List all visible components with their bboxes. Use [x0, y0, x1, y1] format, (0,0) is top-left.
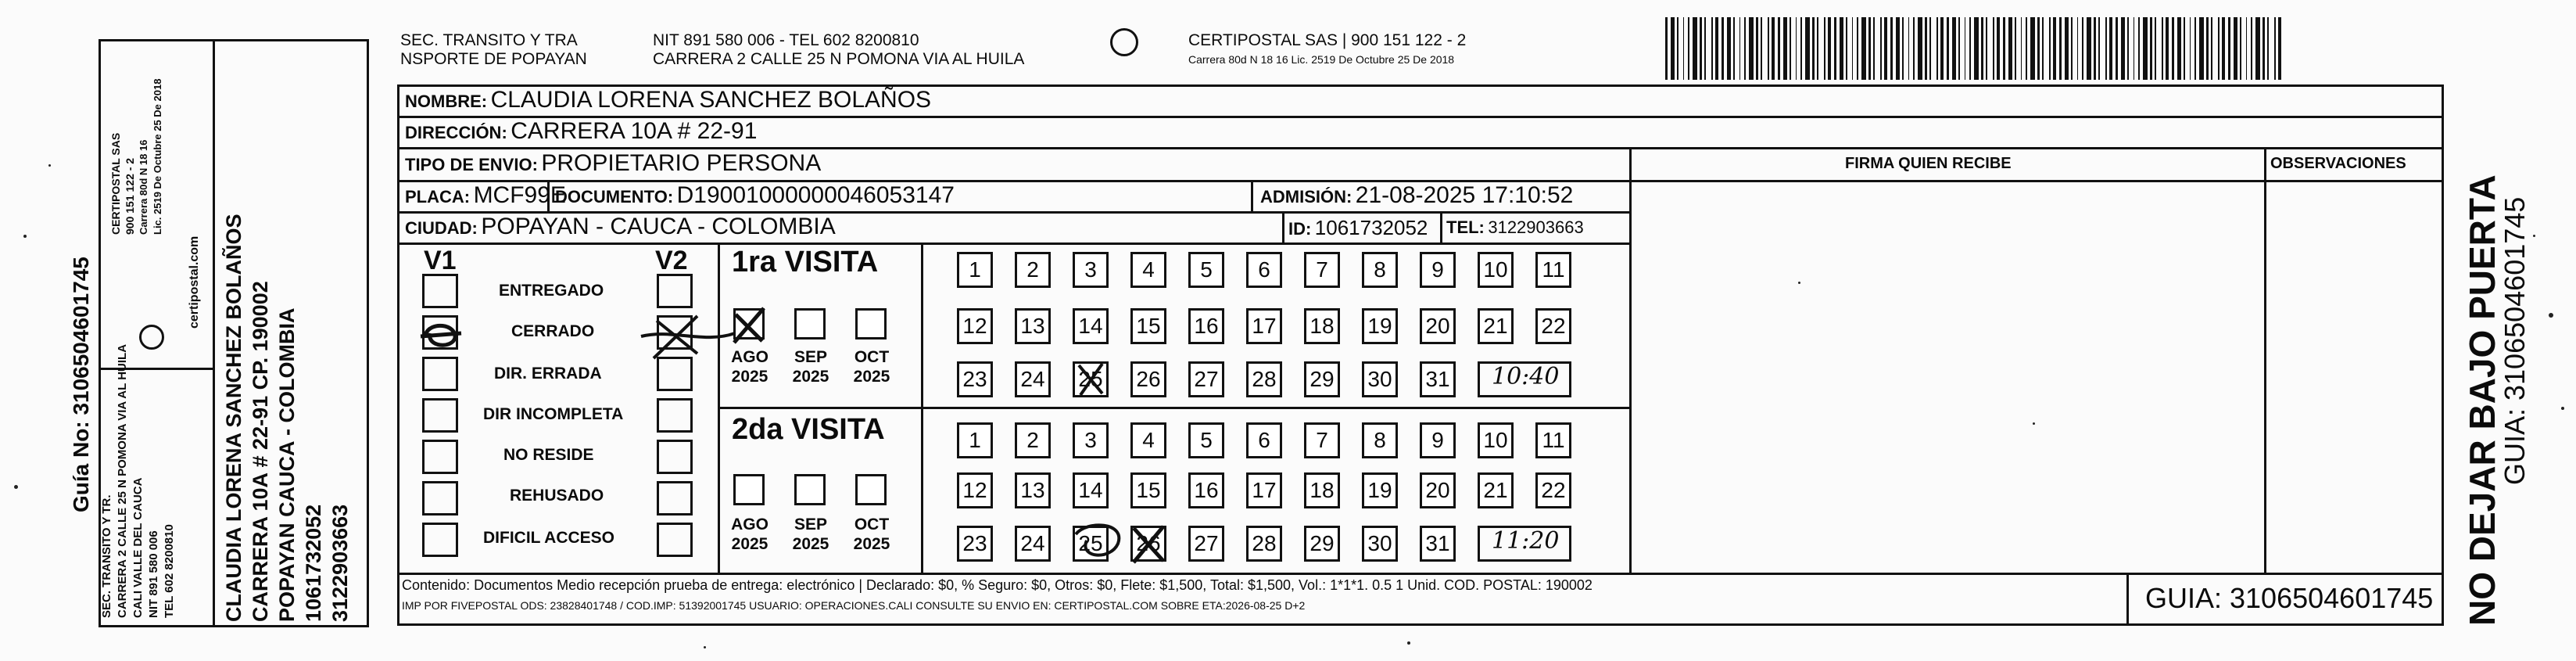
scan-speck: [2533, 235, 2535, 237]
placa-label: PLACA:: [405, 187, 471, 207]
day-cell[interactable]: 30: [1362, 361, 1398, 397]
barcode-bar: [2267, 17, 2269, 80]
day-cell[interactable]: 11: [1535, 252, 1571, 288]
documento-label: DOCUMENTO:: [555, 187, 674, 207]
header-address-line: CARRERA 2 CALLE 25 N POMONA VIA AL HUILA: [653, 50, 1025, 68]
day-cell[interactable]: 7: [1304, 252, 1340, 288]
month-label: AGO 2025: [731, 516, 769, 553]
day-cell[interactable]: 15: [1130, 472, 1166, 508]
barcode-bar: [2177, 17, 2181, 80]
barcode-bar: [2026, 17, 2027, 80]
day-cell[interactable]: 1: [957, 252, 993, 288]
barcode-bar: [1783, 17, 1787, 80]
barcode-bar: [2234, 17, 2237, 80]
day-cell[interactable]: 12: [957, 472, 993, 508]
stub-courier-line: Lic. 2519 De Octubre 25 De 2018: [152, 78, 163, 235]
stub-guia-number: Guía No: 3106504601745: [69, 257, 93, 512]
header-sender: [400, 31, 587, 69]
barcode-bar: [1796, 17, 1797, 80]
barcode-bar: [2155, 17, 2156, 80]
day-cell[interactable]: 17: [1246, 308, 1282, 344]
day-cell[interactable]: 23: [957, 526, 993, 562]
day-cell[interactable]: 5: [1188, 422, 1224, 458]
first-visit-time: 10:40: [1492, 363, 1560, 390]
header-courier: [1188, 31, 1466, 69]
barcode-bar: [2087, 17, 2091, 80]
option-dificil-acceso: DIFICIL ACCESO: [483, 529, 615, 547]
barcode-bar: [1733, 17, 1735, 80]
day-cell[interactable]: 3: [1073, 252, 1109, 288]
barcode-bar: [1700, 17, 1702, 80]
col-line: [2264, 147, 2266, 573]
month-label: OCT 2025: [853, 348, 890, 386]
tel-label: TEL:: [1446, 217, 1485, 237]
v1-label: V1: [424, 246, 457, 275]
barcode-bar: [2199, 17, 2204, 80]
day-cell[interactable]: 3: [1073, 422, 1109, 458]
stub-courier-line: CERTIPOSTAL SAS: [109, 132, 122, 235]
stub-website: certipostal.com: [188, 235, 201, 329]
day-cell[interactable]: 24: [1015, 361, 1051, 397]
barcode-bar: [1969, 17, 1971, 80]
barcode-bar: [2138, 17, 2140, 80]
barcode-bar: [2263, 17, 2265, 80]
col-line: [1629, 147, 1632, 573]
barcode-bar: [2166, 17, 2169, 80]
day-cell[interactable]: 18: [1304, 308, 1340, 344]
v1-checkbox[interactable]: [422, 398, 458, 433]
v2-checkbox[interactable]: [657, 274, 693, 308]
barcode-bar: [1918, 17, 1922, 80]
scan-speck: [1798, 282, 1800, 284]
barcode-bar: [2015, 17, 2016, 80]
day-cell[interactable]: 30: [1362, 526, 1398, 562]
barcode-bar: [2218, 17, 2220, 80]
option-entregado: ENTREGADO: [499, 282, 604, 300]
day-cell[interactable]: 26: [1130, 361, 1166, 397]
second-visit-time: 11:20: [1492, 527, 1560, 555]
col-line: [1282, 211, 1284, 242]
barcode-bar: [2008, 17, 2012, 80]
day-cell[interactable]: 10: [1478, 422, 1514, 458]
barcode-bar: [2042, 17, 2044, 80]
documento-value: D19001000000046053147: [676, 182, 955, 208]
day-cell[interactable]: 11: [1535, 422, 1571, 458]
barcode-bar: [1925, 17, 1927, 80]
barcode-bar: [1768, 17, 1769, 80]
barcode-bar: [1840, 17, 1843, 80]
barcode-bar: [1997, 17, 2000, 80]
col-line: [718, 242, 720, 573]
day-cell[interactable]: 27: [1188, 361, 1224, 397]
barcode-bar: [1868, 17, 1871, 80]
tipo-envio-label: TIPO DE ENVIO:: [405, 155, 538, 174]
barcode-bar: [2094, 17, 2096, 80]
v2-checkbox[interactable]: [657, 398, 693, 433]
barcode-bar: [2150, 17, 2152, 80]
barcode-bar: [1908, 17, 1909, 80]
stub-courier-line: 900 151 122 - 2: [124, 157, 136, 235]
day-cell[interactable]: 22: [1535, 472, 1571, 508]
direccion-row: [405, 118, 757, 145]
barcode-bar: [2098, 17, 2100, 80]
footer-guia: GUIA: 3106504601745: [2145, 582, 2434, 614]
day-cell[interactable]: 20: [1420, 308, 1456, 344]
barcode-bar: [1974, 17, 1979, 80]
v2-checkbox[interactable]: [657, 440, 693, 474]
header-sender-line2: NSPORTE DE POPAYAN: [400, 50, 587, 68]
barcode-bar: [2184, 17, 2185, 80]
barcode-bar: [1739, 17, 1740, 80]
barcode-bar: [2049, 17, 2051, 80]
stub-sender-line: NIT 891 580 006: [147, 530, 160, 618]
day-cell[interactable]: 12: [957, 308, 993, 344]
barcode-bar: [1772, 17, 1775, 80]
col-line: [1251, 180, 1253, 211]
ciudad-value: POPAYAN - CAUCA - COLOMBIA: [481, 214, 836, 239]
col-line: [2126, 573, 2129, 626]
day-cell[interactable]: 25: [1073, 526, 1109, 562]
scan-speck: [48, 164, 51, 167]
day-cell[interactable]: 25: [1073, 361, 1109, 397]
barcode-bar: [1790, 17, 1791, 80]
barcode-bar: [2206, 17, 2209, 80]
barcode-bar: [1828, 17, 1831, 80]
barcode-bar: [1929, 17, 1931, 80]
scan-speck: [1407, 641, 1410, 645]
no-dejar-bajo-puerta: NO DEJAR BAJO PUERTA: [2462, 174, 2503, 626]
barcode-bar: [1986, 17, 1987, 80]
option-rehusado: REHUSADO: [510, 487, 604, 505]
barcode-bar: [2121, 17, 2125, 80]
day-cell[interactable]: 2: [1015, 252, 1051, 288]
day-cell[interactable]: 13: [1015, 308, 1051, 344]
stub-recipient-line: CARRERA 10A # 22-91 CP. 190002: [249, 281, 272, 622]
handwritten-month-check: [723, 297, 778, 352]
barcode-bar: [1778, 17, 1780, 80]
stub-sender-line: CARRERA 2 CALLE 25 N POMONA VIA AL HUILA: [116, 343, 129, 618]
stub-recipient-line: POPAYAN CAUCA - COLOMBIA: [275, 307, 299, 622]
barcode-bar: [1846, 17, 1847, 80]
month-label: AGO 2025: [731, 348, 769, 386]
id-value: 1061732052: [1314, 216, 1428, 239]
stub-recipient-line: CLAUDIA LORENA SANCHEZ BOLAÑOS: [222, 214, 245, 622]
day-cell[interactable]: 31: [1420, 361, 1456, 397]
header-courier-address: Carrera 80d N 18 16 Lic. 2519 De Octubre 25 De 2018: [1188, 53, 1455, 66]
barcode-bar: [1727, 17, 1731, 80]
row-line: [397, 242, 1631, 245]
barcode-bar: [1761, 17, 1762, 80]
barcode-bar: [2030, 17, 2035, 80]
day-cell[interactable]: 16: [1188, 308, 1224, 344]
day-cell[interactable]: 6: [1246, 252, 1282, 288]
stub-sender-line: CALI VALLE DEL CAUCA: [131, 477, 145, 618]
stub-divider: [213, 39, 215, 627]
barcode-bar: [1817, 17, 1818, 80]
barcode-bar: [1715, 17, 1718, 80]
month-label: SEP 2025: [792, 348, 829, 386]
option-cerrado: CERRADO: [511, 322, 595, 340]
barcode-bar: [2071, 17, 2073, 80]
barcode-bar: [1744, 17, 1746, 80]
day-cell[interactable]: 28: [1246, 526, 1282, 562]
day-cell[interactable]: 5: [1188, 252, 1224, 288]
barcode-bar: [1677, 17, 1679, 80]
barcode-bar: [2077, 17, 2078, 80]
second-visit-title: 2da VISITA: [732, 413, 885, 446]
ciudad-label: CIUDAD:: [405, 218, 478, 238]
barcode-bar: [1812, 17, 1815, 80]
v2-checkbox[interactable]: [657, 523, 693, 557]
documento-row: [555, 182, 955, 209]
v2-label: V2: [655, 246, 688, 275]
observaciones-label: OBSERVACIONES: [2270, 155, 2406, 172]
day-cell[interactable]: 18: [1304, 472, 1340, 508]
barcode-bar: [2172, 17, 2174, 80]
barcode-bar: [1824, 17, 1825, 80]
month-checkbox[interactable]: [855, 474, 887, 505]
barcode-bar: [2228, 17, 2230, 80]
barcode-bar: [2190, 17, 2191, 80]
barcode-bar: [1704, 17, 1706, 80]
placa-value: MCF99E: [473, 182, 566, 208]
barcode-bar: [1800, 17, 1802, 80]
barcode-bar: [2065, 17, 2069, 80]
day-cell[interactable]: 24: [1015, 526, 1051, 562]
month-label: OCT 2025: [853, 516, 890, 553]
day-cell[interactable]: 9: [1420, 252, 1456, 288]
admision-label: ADMISIÓN:: [1260, 187, 1352, 207]
day-cell[interactable]: 10: [1478, 252, 1514, 288]
barcode-bar: [2127, 17, 2129, 80]
id-row: [1288, 216, 1428, 240]
month-checkbox[interactable]: [733, 474, 765, 505]
tipo-envio-value: PROPIETARIO PERSONA: [541, 150, 822, 176]
scan-speck: [2561, 407, 2564, 410]
day-cell[interactable]: 13: [1015, 472, 1051, 508]
firma-label: FIRMA QUIEN RECIBE: [1845, 155, 2012, 172]
option-dir-errada: DIR. ERRADA: [494, 365, 602, 383]
barcode-bar: [1852, 17, 1853, 80]
day-cell[interactable]: 9: [1420, 422, 1456, 458]
day-cell[interactable]: 14: [1073, 308, 1109, 344]
barcode-bar: [2003, 17, 2005, 80]
barcode-bar: [1693, 17, 1697, 80]
day-cell[interactable]: 29: [1304, 361, 1340, 397]
barcode-bar: [1896, 17, 1900, 80]
barcode-bar: [1936, 17, 1938, 80]
ciudad-row: [405, 214, 836, 240]
day-cell[interactable]: 2: [1015, 422, 1051, 458]
day-cell[interactable]: 8: [1362, 422, 1398, 458]
barcode-bar: [2194, 17, 2196, 80]
first-visit-title: 1ra VISITA: [732, 246, 879, 278]
barcode-bar: [2162, 17, 2163, 80]
barcode-bar: [2143, 17, 2148, 80]
barcode-bar: [2222, 17, 2225, 80]
side-guia: GUIA: 3106504601745: [2499, 196, 2531, 485]
day-cell[interactable]: 4: [1130, 252, 1166, 288]
barcode-bar: [2059, 17, 2062, 80]
day-cell[interactable]: 26: [1130, 526, 1166, 562]
id-label: ID:: [1288, 219, 1312, 239]
month-checkbox[interactable]: [855, 308, 887, 339]
nombre-label: NOMBRE:: [405, 92, 488, 111]
day-cell[interactable]: 6: [1246, 422, 1282, 458]
barcode-bar: [1913, 17, 1915, 80]
day-cell[interactable]: 14: [1073, 472, 1109, 508]
barcode-bar: [2082, 17, 2083, 80]
barcode-bar: [2037, 17, 2040, 80]
barcode-bar: [2246, 17, 2247, 80]
row-line: [397, 147, 2444, 149]
day-cell[interactable]: 31: [1420, 526, 1456, 562]
barcode-bar: [2251, 17, 2252, 80]
barcode-bar: [2211, 17, 2212, 80]
scan-speck: [23, 235, 27, 238]
day-cell[interactable]: 16: [1188, 472, 1224, 508]
col-line: [1440, 211, 1442, 242]
option-dir-incompleta: DIR INCOMPLETA: [483, 405, 624, 423]
day-cell[interactable]: 1: [957, 422, 993, 458]
day-cell[interactable]: 17: [1246, 472, 1282, 508]
barcode-bar: [2053, 17, 2056, 80]
tipo-envio-row: [405, 150, 821, 177]
barcode-bar: [2116, 17, 2118, 80]
day-cell[interactable]: 4: [1130, 422, 1166, 458]
day-cell[interactable]: 19: [1362, 308, 1398, 344]
direccion-label: DIRECCIÓN:: [405, 123, 507, 142]
handwritten-check-marks: [407, 305, 751, 368]
v2-checkbox[interactable]: [657, 481, 693, 516]
barcode-bar: [2105, 17, 2107, 80]
day-cell[interactable]: 15: [1130, 308, 1166, 344]
day-cell[interactable]: 29: [1304, 526, 1340, 562]
barcode-bar: [2278, 17, 2281, 80]
barcode-bar: [1756, 17, 1758, 80]
day-cell[interactable]: 22: [1535, 308, 1571, 344]
barcode-bar: [1805, 17, 1810, 80]
header-sender-line1: SEC. TRANSITO Y TRA: [400, 31, 578, 49]
header-nit-line: NIT 891 580 006 - TEL 602 8200810: [653, 31, 919, 49]
v1-checkbox[interactable]: [422, 440, 458, 474]
barcode-bar: [1683, 17, 1684, 80]
v1-checkbox[interactable]: [422, 481, 458, 516]
barcode-bar: [1749, 17, 1754, 80]
stub-recipient-line: 1061732052: [302, 504, 325, 622]
admision-row: [1260, 182, 1573, 209]
barcode-bar: [1861, 17, 1866, 80]
courier-logo-icon: [139, 325, 164, 350]
barcode-bar: [1880, 17, 1882, 80]
header-courier-line: CERTIPOSTAL SAS | 900 151 122 - 2: [1188, 31, 1467, 49]
day-cell[interactable]: 19: [1362, 472, 1398, 508]
barcode-bar: [1722, 17, 1724, 80]
footer-content-line: Contenido: Documentos Medio recepción prueba de entrega: electrónico | Declarado: $0, % Seguro: $0, Otros: $0, Flete: $1,500, Total: $1,500, Vol.: 1*1*1. 0.5 1 Unid. COD. POSTAL: 190002: [402, 577, 1593, 593]
option-no-reside: NO RESIDE: [503, 446, 594, 464]
barcode-bar: [1857, 17, 1858, 80]
scan-speck: [2033, 422, 2035, 425]
stub-sender-line: SEC. TRANSITO Y TR.: [100, 494, 113, 618]
admision-value: 21-08-2025 17:10:52: [1355, 182, 1574, 208]
day-cell[interactable]: 21: [1478, 472, 1514, 508]
tel-row: [1446, 217, 1584, 238]
direccion-value: CARRERA 10A # 22-91: [511, 118, 758, 144]
day-cell[interactable]: 20: [1420, 472, 1456, 508]
barcode-bar: [1873, 17, 1875, 80]
nombre-row: [405, 87, 931, 113]
day-cell[interactable]: 7: [1304, 422, 1340, 458]
barcode-bar: [2021, 17, 2022, 80]
barcode-bar: [2274, 17, 2276, 80]
header-nit: [653, 31, 1024, 69]
month-checkbox[interactable]: [794, 308, 826, 339]
row-line: [397, 573, 2444, 575]
barcode-bar: [1981, 17, 1983, 80]
scan-speck: [14, 485, 18, 489]
barcode-bar: [1947, 17, 1949, 80]
barcode-bar: [1952, 17, 1956, 80]
barcode-bar: [2255, 17, 2260, 80]
barcode-bar: [2240, 17, 2241, 80]
barcode: [1665, 17, 2291, 80]
barcode-bar: [1688, 17, 1689, 80]
barcode-bar: [1940, 17, 1944, 80]
barcode-bar: [1834, 17, 1836, 80]
stub-sender-line: TEL 602 8200810: [163, 524, 176, 618]
barcode-bar: [1711, 17, 1713, 80]
header-seal-icon: [1110, 28, 1138, 56]
stub-recipient-line: 3122903663: [328, 504, 352, 622]
day-cell[interactable]: 23: [957, 361, 993, 397]
day-cell[interactable]: 8: [1362, 252, 1398, 288]
scan-speck: [2549, 313, 2553, 318]
barcode-bar: [1671, 17, 1675, 80]
scan-speck: [704, 646, 706, 648]
v1-checkbox[interactable]: [422, 523, 458, 557]
col-line: [921, 242, 923, 573]
stub-courier-line: Carrera 80d N 18 16: [138, 139, 149, 235]
nombre-value: CLAUDIA LORENA SANCHEZ BOLAÑOS: [490, 87, 932, 113]
barcode-bar: [1890, 17, 1893, 80]
handwritten-day-marks: [1071, 356, 1196, 575]
barcode-bar: [1884, 17, 1887, 80]
barcode-bar: [1665, 17, 1668, 80]
barcode-bar: [2109, 17, 2112, 80]
tel-value: 3122903663: [1488, 217, 1584, 237]
barcode-bar: [1958, 17, 1960, 80]
barcode-bar: [1993, 17, 1994, 80]
day-cell[interactable]: 28: [1246, 361, 1282, 397]
v1-checkbox[interactable]: [422, 274, 458, 308]
placa-row: [405, 182, 566, 209]
month-label: SEP 2025: [792, 516, 829, 553]
barcode-bar: [1902, 17, 1904, 80]
day-cell[interactable]: 21: [1478, 308, 1514, 344]
day-cell[interactable]: 27: [1188, 526, 1224, 562]
footer-imp-line: IMP POR FIVEPOSTAL ODS: 23828401748 / COD.IMP: 51392001745 USUARIO: OPERACIONES.CALI CONSULTE SU ENVIO EN: CERTIPOSTAL.COM SOBRE ETA:2026-08-25 D+2: [402, 599, 1306, 612]
month-checkbox[interactable]: [794, 474, 826, 505]
